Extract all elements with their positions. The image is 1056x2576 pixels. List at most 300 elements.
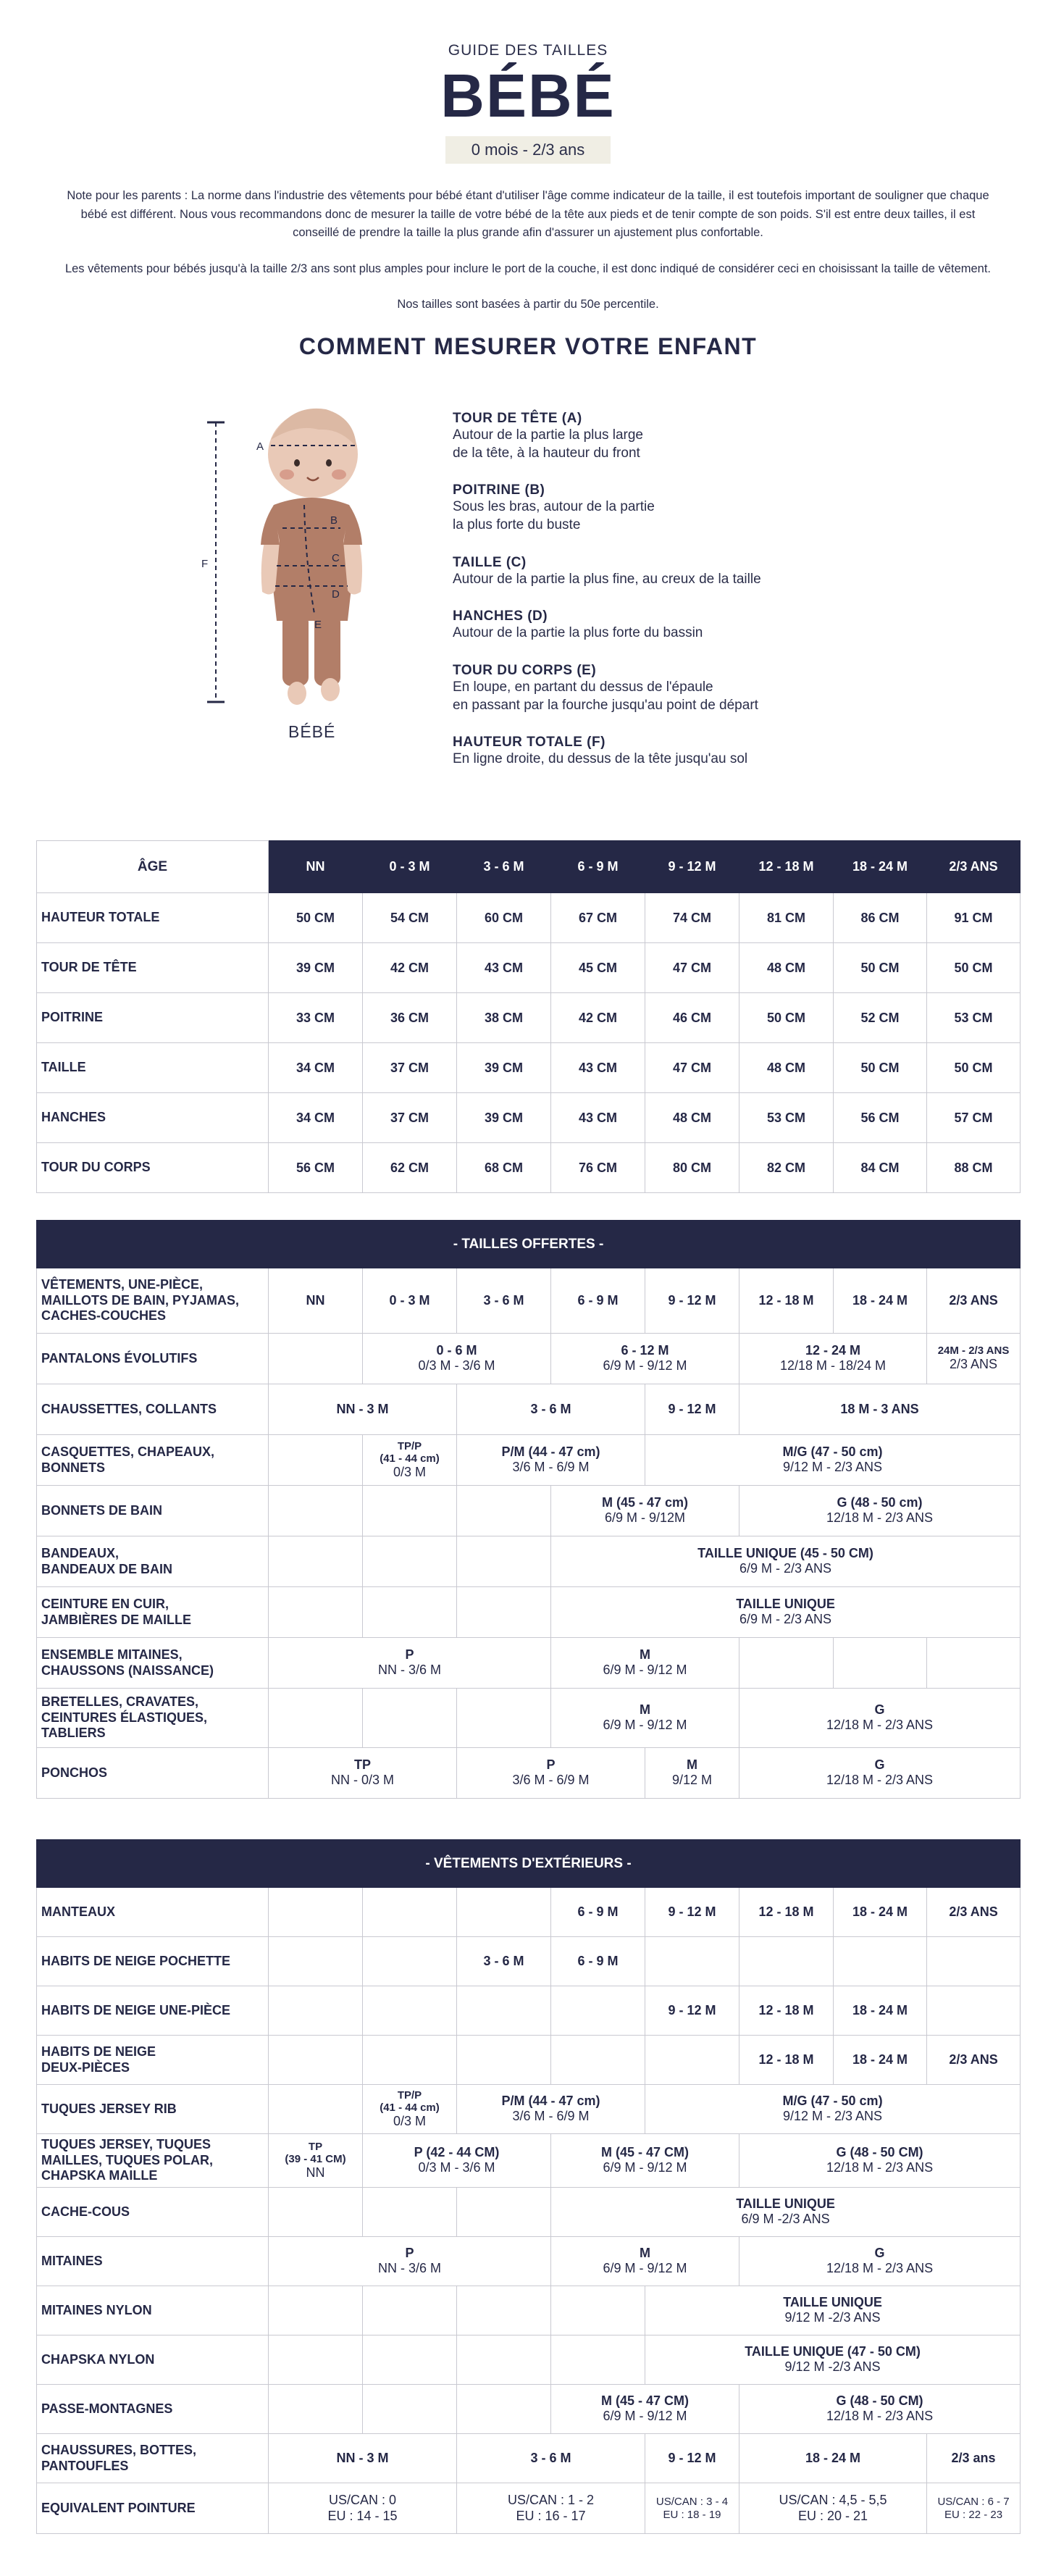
baby-cheek-right: [332, 469, 346, 480]
size-cell: [739, 1384, 1021, 1435]
measure-item-heading: TAILLE (C): [453, 554, 527, 570]
size-header-row: [37, 841, 1021, 893]
size-label: 6 - 12 M: [621, 1343, 669, 1358]
size-cell: [269, 1638, 551, 1689]
size-cell: [457, 2286, 551, 2335]
size-cell: [363, 1937, 457, 1986]
size-cell: [269, 1888, 363, 1937]
size-label: M (45 - 47 CM): [600, 2393, 690, 2409]
size-range: 6/9 M - 9/12 M: [603, 1663, 687, 1678]
size-label: G (48 - 50 CM): [836, 2145, 923, 2160]
size-cell: [457, 1689, 551, 1748]
size-cell: [645, 2085, 1021, 2134]
row-label: [37, 2036, 269, 2085]
size-cell: [363, 1268, 457, 1334]
baby-leg-left: [282, 614, 309, 686]
note-paragraph: Nos tailles sont basées à partir du 50e percentile.: [397, 298, 659, 311]
size-range: 12/18 M - 2/3 ANS: [826, 1718, 934, 1733]
measurement-cell: 76 CM: [551, 1143, 645, 1193]
measure-item-description: Sous les bras, autour de la partie: [453, 499, 655, 515]
row-label-line: PASSE-MONTAGNES: [41, 2401, 173, 2416]
size-label: 9 - 12 M: [668, 1904, 716, 1919]
size-cell: [269, 1435, 363, 1486]
size-cell: [457, 1536, 551, 1587]
measurement-cell: 67 CM: [551, 893, 645, 943]
row-label: [37, 1435, 269, 1486]
size-cell: [551, 1587, 1021, 1638]
row-label: [37, 2434, 269, 2483]
row-label: [37, 2286, 269, 2335]
size-column-header: 2/3 ANS: [927, 841, 1021, 893]
row-label: [37, 2134, 269, 2188]
size-cell: [269, 2134, 363, 2188]
row-label-line: HABITS DE NEIGE UNE-PIÈCE: [41, 2002, 231, 2017]
table-row: [37, 2188, 1021, 2237]
size-label: TAILLE UNIQUE (45 - 50 CM): [697, 1546, 873, 1561]
size-label: P (42 - 44 CM): [414, 2145, 500, 2160]
size-label: 3 - 6 M: [530, 1402, 571, 1416]
size-range: US/CAN : 3 - 4: [655, 2495, 729, 2508]
size-cell: [269, 1486, 363, 1536]
row-label: [37, 1486, 269, 1536]
letter-e: E: [314, 618, 322, 631]
age-header-cell: ÂGE: [37, 841, 269, 893]
measure-item: [453, 609, 887, 643]
size-label: (41 - 44 cm): [380, 2101, 440, 2114]
size-label: P/M (44 - 47 cm): [501, 2094, 600, 2109]
row-label: [37, 1689, 269, 1748]
row-label-line: MITAINES: [41, 2253, 103, 2268]
size-range: 9/12 M -2/3 ANS: [784, 2359, 881, 2375]
row-label-line: CACHES-COUCHES: [41, 1308, 167, 1323]
row-label-line: TUQUES JERSEY, TUQUES: [41, 2137, 211, 2152]
size-cell: [363, 2286, 457, 2335]
measure-item-description: Autour de la partie la plus large: [453, 427, 643, 443]
size-cell: [927, 1268, 1021, 1334]
size-cell: [363, 1435, 457, 1486]
size-range: 12/18 M - 2/3 ANS: [826, 2160, 934, 2175]
section-title: - VÊTEMENTS D'EXTÉRIEURS -: [37, 1840, 1021, 1888]
measure-item-description: en passant par la fourche jusqu'au point de départ: [453, 697, 758, 713]
row-label: [37, 2335, 269, 2385]
size-label: 0 - 6 M: [436, 1343, 477, 1358]
row-label-line: CEINTURES ÉLASTIQUES,: [41, 1710, 208, 1725]
size-cell: [457, 1435, 645, 1486]
size-cell: [269, 1536, 363, 1587]
measure-section: [0, 360, 1056, 780]
size-range: 0/3 M: [393, 1464, 427, 1479]
size-cell: [645, 2434, 739, 2483]
row-label-line: CACHE-COUS: [41, 2204, 130, 2219]
letter-d: D: [332, 587, 340, 601]
measure-item: [453, 555, 887, 589]
measure-item-description: de la tête, à la hauteur du front: [453, 445, 640, 461]
letter-a: A: [256, 440, 264, 453]
measure-item-heading: TOUR DE TÊTE (A): [453, 410, 582, 426]
table-row: [37, 1334, 1021, 1384]
table-row: [37, 1143, 1021, 1193]
size-label: 3 - 6 M: [483, 1293, 524, 1308]
size-label: P: [405, 1647, 414, 1663]
guide-kicker: GUIDE DES TAILLES: [448, 42, 608, 59]
size-cell: [363, 1334, 551, 1384]
measurement-cell: 47 CM: [645, 943, 739, 993]
table-row: [37, 1587, 1021, 1638]
size-range: EU : 18 - 19: [663, 2508, 721, 2521]
size-range: US/CAN : 6 - 7: [937, 2495, 1010, 2508]
size-label: TAILLE UNIQUE: [783, 2295, 882, 2310]
size-range: 3/6 M - 6/9 M: [512, 1460, 590, 1475]
size-label: 0 - 3 M: [389, 1293, 430, 1308]
size-label: TP/P: [397, 2088, 422, 2102]
row-label: [37, 1888, 269, 1937]
size-cell: [739, 2434, 927, 2483]
size-range: EU : 20 - 21: [797, 2508, 868, 2523]
size-label: M: [640, 2246, 650, 2261]
size-label: (41 - 44 cm): [380, 1452, 440, 1465]
outerwear-sizes-table: [36, 1839, 1021, 2534]
measurement-cell: 52 CM: [834, 993, 927, 1043]
row-label: [37, 1638, 269, 1689]
size-range: 0/3 M - 3/6 M: [418, 2160, 495, 2175]
size-range: 12/18 M - 2/3 ANS: [826, 1773, 934, 1788]
size-label: P: [546, 1757, 556, 1773]
size-label: P/M (44 - 47 cm): [501, 1444, 600, 1460]
size-cell: [927, 2483, 1021, 2534]
size-cell: [551, 2385, 739, 2434]
size-range: 0/3 M: [393, 2113, 427, 2128]
measurement-cell: 34 CM: [269, 1043, 363, 1093]
size-range: EU : 16 - 17: [516, 2508, 586, 2523]
size-label: 2/3 ANS: [949, 1293, 998, 1308]
size-cell: [645, 2335, 1021, 2385]
size-range: 3/6 M - 6/9 M: [512, 1773, 590, 1788]
size-label: G (48 - 50 cm): [837, 1495, 923, 1510]
row-label-line: CHAPSKA MAILLE: [41, 2168, 158, 2183]
size-label: P: [405, 2246, 414, 2261]
size-cell: [834, 1268, 927, 1334]
size-cell: [457, 1587, 551, 1638]
measurement-cell: 50 CM: [269, 893, 363, 943]
measurement-cell: 74 CM: [645, 893, 739, 943]
measurement-cell: 50 CM: [834, 943, 927, 993]
size-cell: [645, 2483, 739, 2534]
size-range: 12/18 M - 18/24 M: [779, 1358, 887, 1373]
size-cell: [927, 1937, 1021, 1986]
table-row: [37, 2385, 1021, 2434]
size-cell: [551, 1486, 739, 1536]
table-row: [37, 943, 1021, 993]
note-paragraph: Note pour les parents : La norme dans l'industrie des vêtements pour bébé étant d'utiliser l'âge comme indicateur de la taille, il est toutefois important de souligner que chaque bébé est différent. Nous vous recommandons donc de mesurer la taille de votre bébé de la tête aux pieds et de tenir compte de son poids. S'il est entre deux tailles, il est conseillé de prendre la taille la plus grande afin d'assurer un ajustement plus confortable.: [67, 189, 989, 240]
row-label: TOUR DU CORPS: [37, 1143, 269, 1193]
size-range: US/CAN : 4,5 - 5,5: [779, 2492, 887, 2507]
row-label-line: EQUIVALENT POINTURE: [41, 2500, 196, 2515]
size-range: EU : 14 - 15: [327, 2508, 398, 2523]
size-label: 18 - 24 M: [852, 2052, 908, 2067]
measurement-cell: 33 CM: [269, 993, 363, 1043]
size-range: 6/9 M - 2/3 ANS: [739, 1561, 832, 1576]
table-row: [37, 1888, 1021, 1937]
size-range: 12/18 M - 2/3 ANS: [826, 2409, 934, 2424]
size-label: TP/P: [397, 1439, 422, 1452]
size-cell: [363, 2085, 457, 2134]
row-label-line: CHAPSKA NYLON: [41, 2351, 155, 2367]
table-row: [37, 1043, 1021, 1093]
size-cell: [739, 1986, 834, 2036]
size-cell: [739, 2483, 927, 2534]
table-row: [37, 2036, 1021, 2085]
size-label: 2/3 ans: [951, 2451, 996, 2465]
size-range: 9/12 M - 2/3 ANS: [782, 1460, 883, 1475]
size-column-header: 0 - 3 M: [363, 841, 457, 893]
size-label: 18 - 24 M: [852, 1293, 908, 1308]
measurement-cell: 36 CM: [363, 993, 457, 1043]
row-label-line: BANDEAUX DE BAIN: [41, 1561, 173, 1576]
size-range: 6/9 M - 9/12M: [604, 1510, 686, 1526]
size-cell: [551, 1689, 739, 1748]
row-label-line: TUQUES JERSEY RIB: [41, 2101, 177, 2116]
size-range: 6/9 M - 9/12 M: [603, 2160, 687, 2175]
size-cell: [927, 2036, 1021, 2085]
size-label: 9 - 12 M: [668, 2003, 716, 2017]
size-cell: [363, 1986, 457, 2036]
measurement-cell: 43 CM: [551, 1043, 645, 1093]
size-label: 6 - 9 M: [577, 1954, 619, 1968]
size-range: NN - 3/6 M: [377, 2261, 441, 2276]
size-cell: [363, 1888, 457, 1937]
parent-notes: [57, 187, 999, 314]
section-title: - TAILLES OFFERTES -: [37, 1221, 1021, 1268]
size-cell: [269, 2483, 457, 2534]
measurement-cell: 50 CM: [739, 993, 834, 1043]
size-label: 6 - 9 M: [577, 1904, 619, 1919]
size-cell: [269, 1689, 363, 1748]
letter-c: C: [332, 551, 340, 564]
measure-item-description: la plus forte du buste: [453, 517, 581, 532]
measurement-cell: 45 CM: [551, 943, 645, 993]
size-column-header: 18 - 24 M: [834, 841, 927, 893]
measure-item-description: Autour de la partie la plus forte du bassin: [453, 625, 703, 641]
measurement-cell: 46 CM: [645, 993, 739, 1043]
size-cell: [269, 2385, 363, 2434]
size-cell: [457, 1384, 645, 1435]
measurement-cell: 34 CM: [269, 1093, 363, 1143]
size-cell: [645, 1986, 739, 2036]
size-cell: [645, 2036, 739, 2085]
size-cell: [457, 2385, 551, 2434]
measure-instructions: [453, 411, 887, 789]
size-label: M: [687, 1757, 697, 1773]
measurement-cell: 50 CM: [834, 1043, 927, 1093]
table-row: [37, 1986, 1021, 2036]
measure-item-heading: POITRINE (B): [453, 482, 545, 498]
row-label-line: BONNETS DE BAIN: [41, 1502, 163, 1518]
measurement-cell: 48 CM: [739, 943, 834, 993]
row-label-line: PONCHOS: [41, 1765, 108, 1780]
size-label: M: [640, 1702, 650, 1718]
measurement-cell: 50 CM: [927, 1043, 1021, 1093]
size-cell: [739, 1486, 1021, 1536]
size-label: TAILLE UNIQUE (47 - 50 CM): [745, 2344, 921, 2359]
size-cell: [457, 1937, 551, 1986]
size-label: 12 - 24 M: [805, 1343, 861, 1358]
size-cell: [457, 2335, 551, 2385]
size-range: EU : 22 - 23: [944, 2508, 1003, 2521]
row-label: TAILLE: [37, 1043, 269, 1093]
size-cell: [927, 1986, 1021, 2036]
baby-measure-illustration: [196, 396, 413, 722]
size-cell: [269, 1748, 457, 1799]
measurement-cell: 48 CM: [739, 1043, 834, 1093]
baby-foot-right: [321, 678, 340, 701]
size-cell: [551, 2134, 739, 2188]
table-row: [37, 2237, 1021, 2286]
size-cell: [645, 1937, 739, 1986]
size-range: 12/18 M - 2/3 ANS: [826, 1510, 934, 1526]
measurement-cell: 81 CM: [739, 893, 834, 943]
measurement-cell: 43 CM: [457, 943, 551, 993]
baby-figure-label: BÉBÉ: [288, 722, 336, 741]
size-cell: [551, 2188, 1021, 2237]
size-label: 24M - 2/3 ANS: [937, 1345, 1010, 1358]
row-label: [37, 1268, 269, 1334]
size-cell: [927, 2434, 1021, 2483]
baby-cheek-left: [280, 469, 294, 480]
size-cell: [269, 2085, 363, 2134]
table-row: [37, 993, 1021, 1043]
size-label: G: [874, 2246, 885, 2261]
measurement-cell: 57 CM: [927, 1093, 1021, 1143]
size-label: G: [874, 1702, 885, 1718]
size-column-header: NN: [269, 841, 363, 893]
size-range: NN - 3/6 M: [377, 1663, 441, 1678]
size-cell: [834, 1986, 927, 2036]
size-cell: [927, 1334, 1021, 1384]
table-row: [37, 1093, 1021, 1143]
size-cell: [645, 1888, 739, 1937]
size-label: M (45 - 47 CM): [600, 2145, 690, 2160]
row-label-line: JAMBIÈRES DE MAILLE: [41, 1612, 192, 1627]
size-measurements-table: [36, 840, 1021, 1193]
size-cell: [363, 2134, 551, 2188]
size-cell: [457, 1486, 551, 1536]
size-cell: [834, 2036, 927, 2085]
size-cell: [551, 1638, 739, 1689]
letter-b: B: [330, 514, 338, 527]
table-row: [37, 2134, 1021, 2188]
row-label-line: HABITS DE NEIGE POCHETTE: [41, 1953, 231, 1968]
size-cell: [645, 1384, 739, 1435]
row-label: [37, 2085, 269, 2134]
size-label: 3 - 6 M: [530, 2451, 571, 2465]
measurement-cell: 60 CM: [457, 893, 551, 943]
size-label: 2/3 ANS: [949, 2052, 998, 2067]
size-cell: [269, 1268, 363, 1334]
baby-foot-left: [288, 682, 306, 705]
row-label: [37, 2237, 269, 2286]
size-cell: [739, 1937, 834, 1986]
measurement-cell: 56 CM: [269, 1143, 363, 1193]
size-label: 9 - 12 M: [668, 2451, 716, 2465]
size-cell: [457, 2188, 551, 2237]
measure-item-description: En loupe, en partant du dessus de l'épaule: [453, 679, 713, 695]
size-cell: [457, 2483, 645, 2534]
size-label: TAILLE UNIQUE: [736, 1597, 835, 1612]
measure-item-heading: HANCHES (D): [453, 609, 548, 624]
size-cell: [457, 1986, 551, 2036]
measurement-cell: 86 CM: [834, 893, 927, 943]
row-label: HAUTEUR TOTALE: [37, 893, 269, 943]
measurement-cell: 91 CM: [927, 893, 1021, 943]
size-cell: [551, 1334, 739, 1384]
size-range: 6/9 M - 9/12 M: [603, 2409, 687, 2424]
size-label: 18 - 24 M: [852, 1904, 908, 1919]
row-label-line: CHAUSSONS (NAISSANCE): [41, 1663, 214, 1678]
size-cell: [363, 2188, 457, 2237]
size-cell: [363, 1486, 457, 1536]
size-column-header: 6 - 9 M: [551, 841, 645, 893]
measurement-cell: 39 CM: [457, 1043, 551, 1093]
size-cell: [739, 2237, 1021, 2286]
note-paragraph: Les vêtements pour bébés jusqu'à la taille 2/3 ans sont plus amples pour inclure le port de la couche, il est donc indiqué de considérer ceci en choisissant la taille de vêtement.: [64, 262, 992, 275]
measurement-cell: 80 CM: [645, 1143, 739, 1193]
size-label: G (48 - 50 CM): [836, 2393, 923, 2409]
section-band-row: [37, 1840, 1021, 1888]
size-cell: [739, 1638, 834, 1689]
size-column-header: 9 - 12 M: [645, 841, 739, 893]
measure-section-title: COMMENT MESURER VOTRE ENFANT: [298, 333, 758, 359]
size-cell: [269, 1384, 457, 1435]
size-cell: [457, 2036, 551, 2085]
row-label: [37, 1334, 269, 1384]
size-cell: [551, 1888, 645, 1937]
size-cell: [739, 1888, 834, 1937]
size-cell: [551, 1937, 645, 1986]
measure-item: [453, 663, 887, 714]
size-range: 6/9 M -2/3 ANS: [741, 2212, 830, 2227]
table-row: [37, 1486, 1021, 1536]
size-range: 2/3 ANS: [950, 1357, 998, 1372]
table-row: [37, 1937, 1021, 1986]
size-label: M (45 - 47 cm): [601, 1495, 689, 1510]
row-label: [37, 1748, 269, 1799]
measure-item-description: Autour de la partie la plus fine, au creux de la taille: [453, 571, 761, 587]
size-cell: [363, 2335, 457, 2385]
table-row: [37, 1638, 1021, 1689]
table-row: [37, 1536, 1021, 1587]
size-label: G: [874, 1757, 885, 1773]
size-cell: [551, 2237, 739, 2286]
size-range: 6/9 M - 2/3 ANS: [739, 1612, 832, 1627]
size-cell: [269, 2434, 457, 2483]
size-cell: [269, 1334, 363, 1384]
row-label-line: MITAINES NYLON: [41, 2302, 152, 2317]
size-range: US/CAN : 0: [328, 2492, 397, 2507]
table-row: [37, 2434, 1021, 2483]
size-cell: [551, 1536, 1021, 1587]
measurement-cell: 39 CM: [269, 943, 363, 993]
size-cell: [927, 1638, 1021, 1689]
size-cell: [645, 1748, 739, 1799]
size-label: M/G (47 - 50 cm): [782, 1444, 883, 1460]
size-cell: [363, 1689, 457, 1748]
measurement-cell: 47 CM: [645, 1043, 739, 1093]
measurement-cell: 68 CM: [457, 1143, 551, 1193]
table-row: [37, 1748, 1021, 1799]
size-cell: [269, 1986, 363, 2036]
size-label: 12 - 18 M: [758, 2003, 814, 2017]
row-label: [37, 1587, 269, 1638]
